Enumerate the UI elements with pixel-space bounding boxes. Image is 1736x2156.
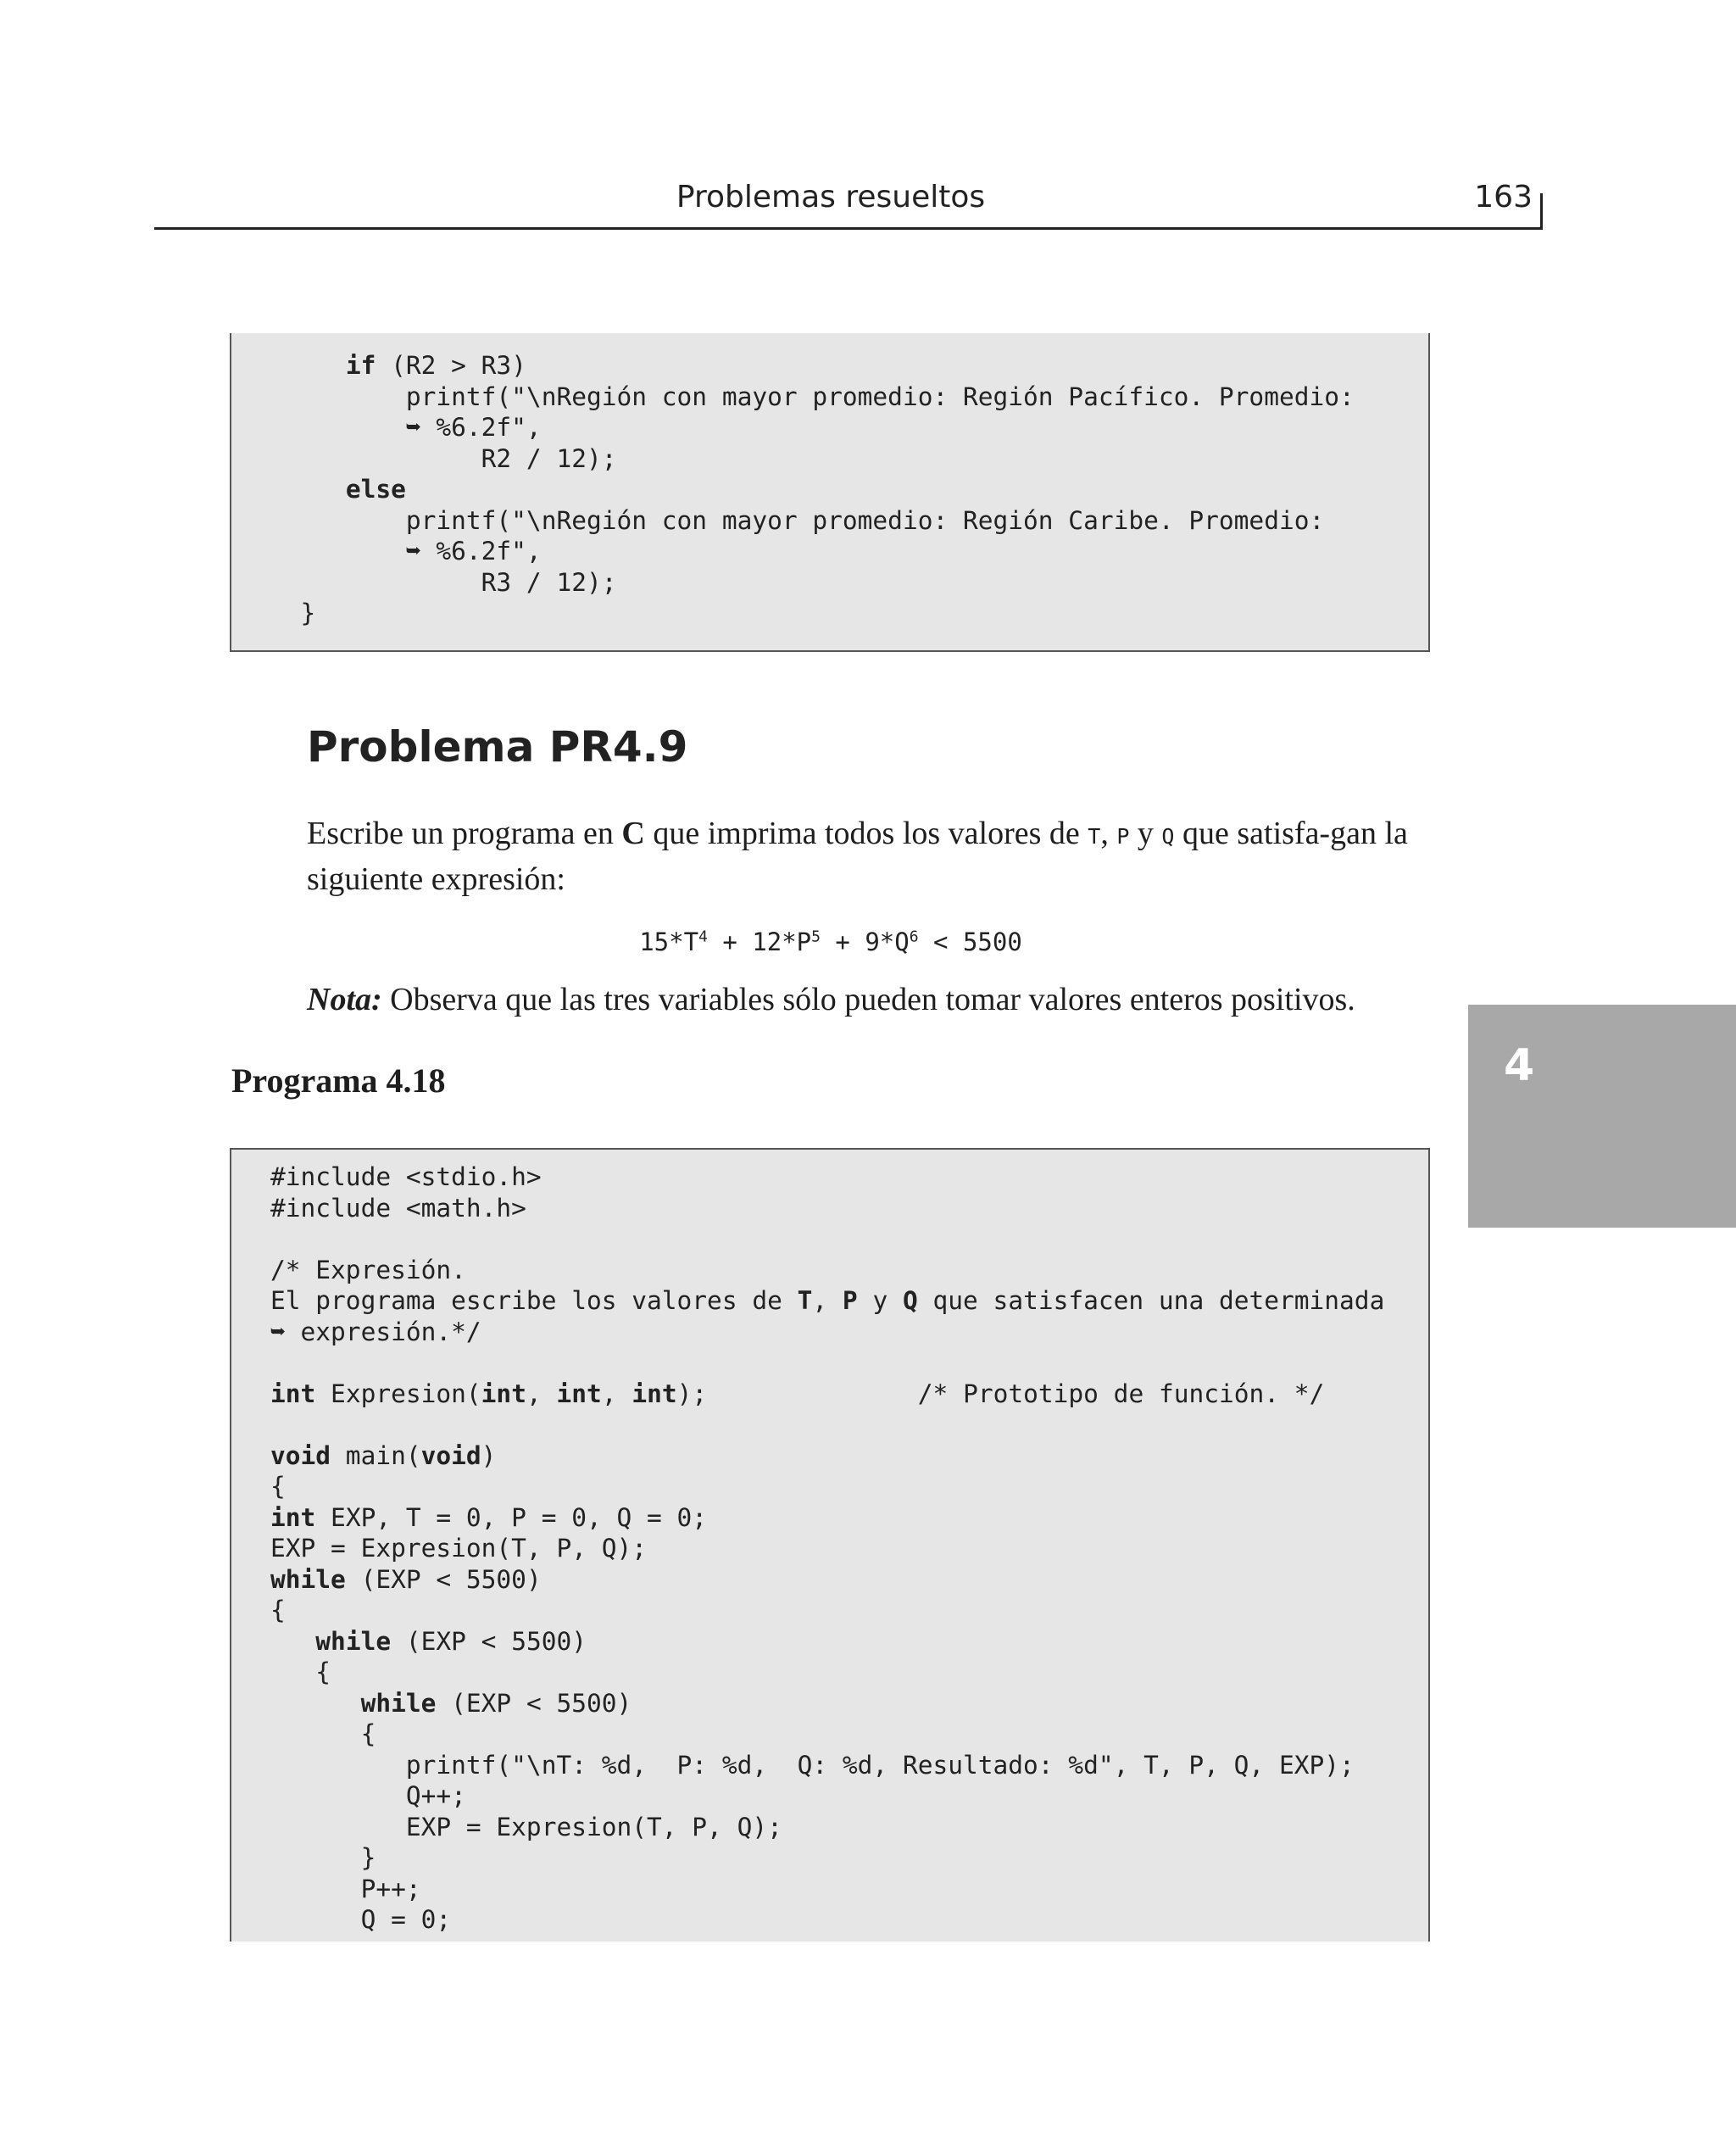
code-listing-program [230, 1148, 1430, 1942]
code-line [231, 1564, 1428, 1596]
code-line [231, 1780, 1428, 1812]
code-text: { [270, 1657, 331, 1686]
code-keyword: T [797, 1286, 813, 1315]
code-text: R2 / 12); [270, 443, 617, 473]
code-text [270, 1627, 315, 1656]
note-paragraph [307, 978, 1426, 1021]
formula-exp-t: 4 [698, 928, 708, 946]
code-line [231, 1255, 1428, 1286]
code-line [231, 598, 1428, 629]
code-keyword: while [270, 1564, 346, 1594]
code-text: y [857, 1286, 903, 1315]
code-line [231, 1874, 1428, 1905]
code-text: ➥ %6.2f", [270, 413, 542, 442]
code-text: (EXP < 5500) [436, 1688, 632, 1718]
problem-text-start: Escribe un programa en [307, 816, 622, 851]
language-name: C [621, 816, 645, 851]
code-line [231, 1657, 1428, 1688]
code-keyword: int [632, 1379, 677, 1408]
code-text: } [270, 1843, 376, 1872]
code-line [231, 1812, 1428, 1843]
code-line [231, 1688, 1428, 1719]
code-text: #include <stdio.h> [270, 1162, 542, 1191]
code-line [231, 1440, 1428, 1472]
code-line [231, 382, 1428, 413]
formula-term-t: 15*T [639, 928, 699, 956]
code-line [231, 1471, 1428, 1502]
code-line [231, 1193, 1428, 1224]
code-text: EXP = Expresion(T, P, Q); [270, 1812, 782, 1841]
code-text: printf("\nT: %d, P: %d, Q: %d, Resultado: %d", T, P, Q, EXP); [270, 1750, 1355, 1780]
expression-formula [0, 928, 1661, 956]
code-line [231, 1162, 1428, 1193]
header-rule [154, 227, 1543, 230]
code-text: R3 / 12); [270, 567, 617, 597]
code-text: que satisfacen una determinada [917, 1286, 1385, 1315]
formula-term-q: + 9*Q [820, 928, 910, 956]
code-text: Q = 0; [270, 1905, 452, 1934]
code-text: (R2 > R3) [376, 351, 526, 380]
problem-title: Problema PR4.9 [307, 722, 688, 772]
header-rule-tick [1540, 193, 1543, 230]
code-keyword: int [556, 1379, 602, 1408]
formula-term-p: + 12*P [707, 928, 812, 956]
code-text: { [270, 1472, 286, 1501]
code-text: EXP = Expresion(T, P, Q); [270, 1534, 648, 1563]
problem-statement [307, 812, 1426, 900]
code-text: #include <math.h> [270, 1193, 526, 1223]
code-line [231, 443, 1428, 475]
code-text: ) [481, 1440, 497, 1470]
code-listing-continued [230, 333, 1430, 652]
code-keyword: while [360, 1688, 437, 1718]
code-text: P++; [270, 1874, 421, 1903]
code-text: , [601, 1379, 632, 1408]
formula-exp-q: 6 [909, 928, 919, 946]
note-text: Observa que las tres variables sólo pueden tomar valores enteros positivos. [381, 982, 1355, 1017]
code-text: ➥ %6.2f", [270, 537, 542, 565]
code-line [231, 474, 1428, 505]
code-text: EXP, T = 0, P = 0, Q = 0; [315, 1502, 708, 1532]
code-text: , [526, 1379, 557, 1408]
code-line [231, 1285, 1428, 1317]
code-line [231, 567, 1428, 599]
problem-text-mid: que imprima todos los valores de [644, 816, 1088, 851]
code-text: Expresion( [315, 1379, 481, 1408]
code-text: { [270, 1719, 376, 1748]
code-text: ➥ expresión.*/ [270, 1317, 481, 1346]
separator-y: y [1129, 816, 1162, 851]
formula-limit: < 5500 [918, 928, 1022, 956]
code-line [231, 1223, 1428, 1255]
program-title: Programa 4.18 [231, 1061, 446, 1100]
code-line [231, 1379, 1428, 1410]
code-line [231, 536, 1428, 567]
code-line [231, 1904, 1428, 1936]
chapter-number: 4 [1504, 1040, 1535, 1091]
code-text [270, 351, 346, 380]
code-line [231, 1626, 1428, 1657]
separator-comma: , [1100, 816, 1117, 851]
running-header-title: Problemas resueltos [676, 180, 986, 214]
code-text: { [270, 1596, 286, 1624]
code-line [231, 1347, 1428, 1379]
problem-text-end: que satisfa-gan la siguiente expresión: [307, 816, 1408, 897]
code-keyword: void [420, 1440, 481, 1470]
chapter-thumb-tab [1468, 1005, 1736, 1228]
code-line [231, 505, 1428, 537]
formula-exp-p: 5 [811, 928, 821, 946]
code-text [270, 475, 346, 504]
code-text: (EXP < 5500) [345, 1564, 542, 1594]
variable-t: T [1088, 824, 1101, 849]
code-text: main( [331, 1440, 421, 1470]
code-text [270, 1689, 361, 1718]
code-keyword: int [270, 1502, 316, 1532]
code-text: El programa escribe los valores de [270, 1286, 798, 1315]
code-line [231, 1595, 1428, 1626]
code-keyword: Q [902, 1286, 918, 1315]
code-line [231, 1750, 1428, 1781]
code-keyword: void [270, 1440, 331, 1470]
code-line [231, 1842, 1428, 1874]
code-keyword: if [345, 351, 376, 380]
code-line [231, 1533, 1428, 1564]
code-keyword: while [315, 1626, 392, 1656]
code-text: (EXP < 5500) [391, 1626, 587, 1656]
code-text: , [812, 1286, 843, 1315]
code-keyword: int [270, 1379, 316, 1408]
note-label: Nota: [307, 982, 382, 1017]
code-line [231, 1409, 1428, 1440]
code-keyword: P [842, 1286, 858, 1315]
code-keyword: else [345, 475, 406, 504]
code-line [231, 1502, 1428, 1534]
code-line [231, 350, 1428, 382]
code-line [231, 1317, 1428, 1348]
code-text: /* Expresión. [270, 1255, 466, 1284]
page-number: 163 [1474, 180, 1533, 214]
code-text: Q++; [270, 1781, 466, 1810]
code-text: } [270, 599, 316, 627]
code-keyword: int [481, 1379, 526, 1408]
code-line [231, 412, 1428, 443]
code-text: printf("\nRegión con mayor promedio: Región Pacífico. Promedio: [270, 382, 1355, 411]
code-line [231, 1719, 1428, 1750]
code-text: printf("\nRegión con mayor promedio: Región Caribe. Promedio: [270, 505, 1325, 535]
variable-p: P [1116, 824, 1130, 849]
code-text: ); /* Prototipo de función. */ [676, 1379, 1325, 1408]
variable-q: Q [1161, 824, 1175, 849]
